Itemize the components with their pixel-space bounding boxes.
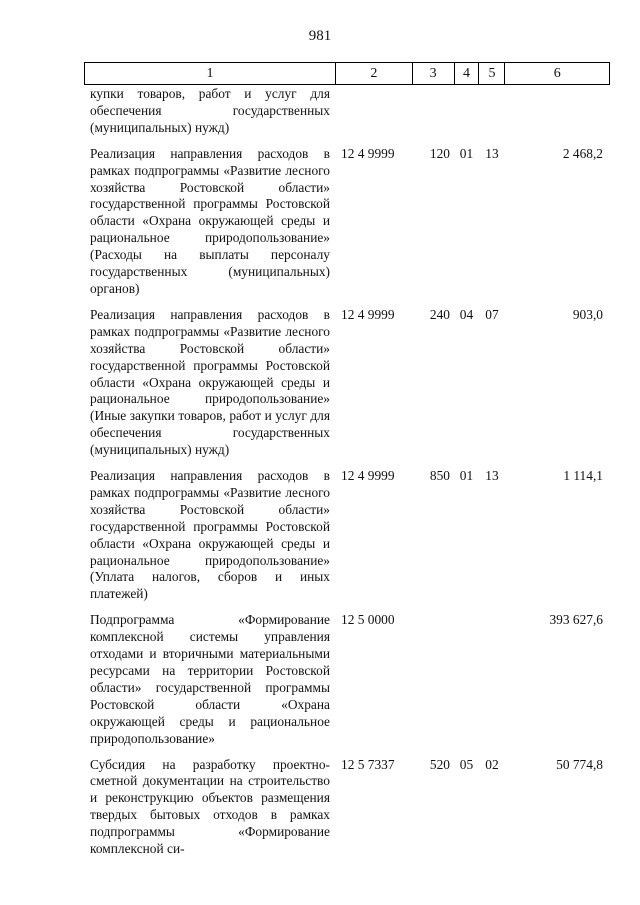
row-expense-type: 240 [429, 306, 450, 322]
row-section: 05 [459, 756, 474, 772]
row-amount: 1 114,1 [563, 468, 603, 484]
row-section [454, 612, 479, 747]
table-row [84, 307, 610, 459]
row-code: 12 4 9999 [341, 145, 395, 161]
row-code: 12 5 7337 [341, 756, 395, 772]
row-expense-type: 520 [429, 756, 450, 772]
row-subsection: 13 [485, 145, 499, 161]
row-amount: 903,0 [572, 306, 603, 322]
table-header [84, 62, 610, 85]
column-header-5: 5 [478, 63, 504, 84]
row-section [454, 86, 479, 137]
row-expense-type: 120 [429, 145, 450, 161]
row-code: 12 4 9999 [341, 468, 395, 484]
row-subsection [479, 86, 505, 137]
column-header-2: 2 [335, 63, 412, 84]
row-description: Реализация направления расходов в рамках подпрограммы «Развитие лесного хозяйства Ростовской области» государственной программы Ростовской области «Охрана окружающей среды и рациональное природопользование» (Уплата налогов, сборов и иных платежей) [90, 468, 330, 602]
row-description: купки товаров, работ и услуг для обеспечения государственных (муниципальных) нужд) [90, 86, 330, 135]
row-description: Реализация направления расходов в рамках подпрограммы «Развитие лесного хозяйства Ростовской области» государственной программы Ростовской области «Охрана окружающей среды и рациональное природопользование» (Иные закупки товаров, работ и услуг для обеспечения государственных (муниципальных) нужд) [90, 306, 330, 458]
table-row [84, 86, 610, 137]
row-description: Реализация направления расходов в рамках подпрограммы «Развитие лесного хозяйства Ростовской области» государственной программы Ростовской области «Охрана окружающей среды и рациональное природопользование» (Расходы на выплаты персоналу государственных (муниципальных) органов) [90, 145, 330, 296]
table-row [84, 757, 610, 858]
row-amount: 2 468,2 [562, 145, 603, 161]
column-header-6: 6 [504, 63, 609, 84]
row-expense-type: 850 [429, 468, 450, 484]
page-number: 981 [308, 28, 332, 44]
row-description: Подпрограмма «Формирование комплексной системы управления отходами и вторичными материальными ресурсами на территории Ростовской области» государственной программы Ростовской области «Охрана окружающей среды и рациональное природопользование» [90, 612, 330, 746]
row-code: 12 4 9999 [341, 306, 395, 322]
row-code: 12 5 0000 [341, 612, 395, 628]
row-subsection: 07 [485, 306, 499, 322]
column-header-4: 4 [454, 63, 479, 84]
table-row [84, 146, 610, 298]
row-expense-type [412, 612, 454, 747]
table-row [84, 468, 610, 603]
column-header-1: 1 [206, 66, 214, 81]
row-section: 04 [459, 306, 474, 322]
row-amount: 393 627,6 [549, 612, 603, 628]
row-subsection: 13 [485, 468, 499, 484]
row-description: Субсидия на разработку проектно-сметной документации на строительство и реконструкцию объектов размещения твердых бытовых отходов в рамках подпрограммы «Формирование комплексной си- [90, 756, 330, 857]
row-section: 01 [459, 145, 474, 161]
row-section: 01 [459, 468, 474, 484]
row-expense-type [412, 86, 454, 137]
row-subsection [479, 612, 505, 747]
row-amount: 50 774,8 [556, 756, 603, 772]
row-amount [505, 86, 610, 137]
column-header-3: 3 [412, 63, 454, 84]
row-subsection: 02 [485, 756, 499, 772]
table-row [84, 612, 610, 747]
table-body [84, 86, 610, 858]
